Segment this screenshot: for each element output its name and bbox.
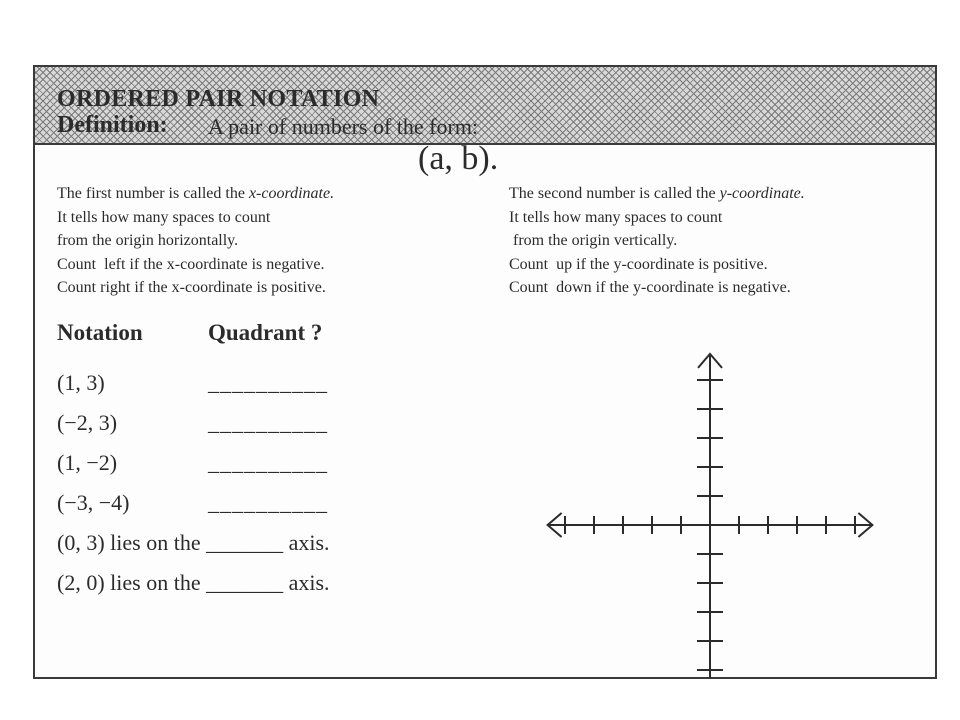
x-line-3: from the origin horizontally. (57, 232, 239, 249)
axis-question-2: (2, 0) lies on the _______ axis. (57, 570, 330, 595)
definition-label: Definition: (57, 112, 168, 138)
answer-blank-2[interactable]: __________ (208, 410, 328, 435)
answer-blank-3[interactable]: __________ (208, 450, 328, 475)
notation-heading: Notation (57, 320, 143, 345)
pair-row-4: (−3, −4) (57, 490, 130, 515)
y-coordinate-explanation (509, 182, 805, 300)
axis-question-1: (0, 3) lies on the _______ axis. (57, 530, 330, 555)
x-coordinate-explanation (57, 182, 334, 300)
pair-row-2: (−2, 3) (57, 410, 118, 435)
page-title: ORDERED PAIR NOTATION (57, 86, 380, 112)
x-line-1: The first number is called the x-coordinate. (57, 185, 335, 202)
pair-row-3: (1, −2) (57, 450, 118, 475)
answer-blank-4[interactable]: __________ (208, 490, 328, 515)
x-line-2: It tells how many spaces to count (57, 208, 271, 226)
x-line-5: Count right if the x-coordinate is positive. (57, 279, 326, 296)
y-line-2: It tells how many spaces to count (509, 208, 723, 226)
y-line-1: The second number is called the y-coordinate. (509, 185, 805, 202)
answer-blank-1[interactable]: __________ (208, 370, 328, 395)
y-line-4: Count up if the y-coordinate is positive. (509, 255, 768, 273)
x-line-4: Count left if the x-coordinate is negative. (57, 255, 325, 273)
y-term: y-coordinate. (719, 185, 805, 202)
axis-blank-2[interactable]: _______ (206, 570, 284, 595)
y-line-3: from the origin vertically. (509, 232, 678, 249)
ordered-pair-form: (a, b). (418, 140, 499, 177)
x-term: x-coordinate. (248, 185, 335, 202)
y-line-5: Count down if the y-coordinate is negative. (509, 279, 791, 296)
pair-row-1: (1, 3) (57, 370, 105, 395)
quadrant-heading: Quadrant ? (208, 320, 323, 345)
definition-text: A pair of numbers of the form: (208, 114, 479, 139)
coordinate-axes (520, 306, 880, 678)
axis-blank-1[interactable]: _______ (206, 530, 284, 555)
